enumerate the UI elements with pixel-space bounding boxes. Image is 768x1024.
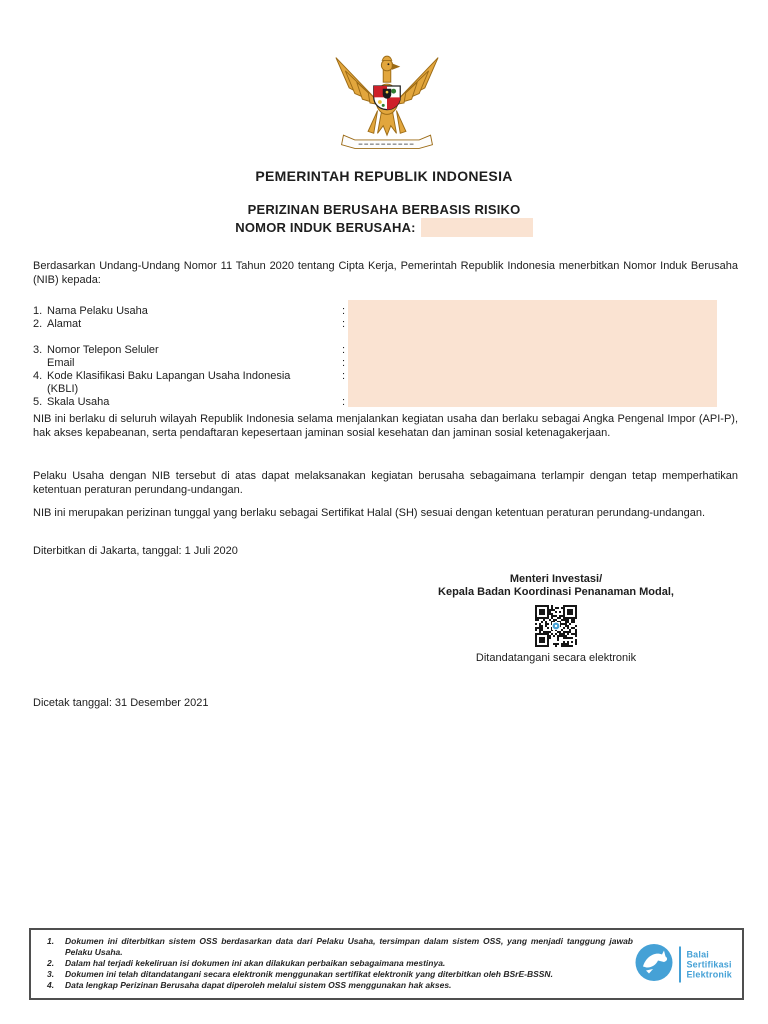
- footer-note-number: 3.: [47, 969, 55, 979]
- intro-paragraph: Berdasarkan Undang-Undang Nomor 11 Tahun 2020 tentang Cipta Kerja, Pemerintah Republik Indonesia menerbitkan Nomor Induk Berusaha (NIB) kepada:: [33, 260, 738, 286]
- field-colon: :: [342, 357, 346, 369]
- footer-note-text: Dokumen ini telah ditandatangani secara elektronik menggunakan sertifikat elektronik yang diterbitkan oleh BSrE-BSSN.: [65, 969, 553, 979]
- field-number: 4.: [33, 370, 43, 382]
- field-row-spacer: [33, 331, 738, 344]
- bsre-logo-line: Elektronik: [686, 969, 732, 979]
- field-row-kbli-cont: [33, 383, 738, 396]
- field-row-skala: [33, 396, 738, 409]
- footer-note: [41, 958, 633, 969]
- nib-number-redaction-box: [421, 218, 533, 237]
- field-row-alamat: [33, 318, 738, 331]
- electronic-signature-note: Ditandatangani secara elektronik: [475, 652, 637, 664]
- balai-sertifikasi-elektronik-logo: [634, 943, 732, 986]
- footer-notes: [41, 936, 633, 991]
- field-colon: :: [342, 396, 346, 408]
- footer-note: [41, 936, 633, 958]
- footer-note-number: 2.: [47, 958, 55, 968]
- field-number: 2.: [33, 318, 43, 330]
- field-row-nama: [33, 305, 738, 318]
- field-colon: :: [342, 305, 346, 317]
- field-colon: :: [342, 370, 346, 382]
- signature-block: [386, 573, 726, 665]
- field-colon: :: [342, 318, 346, 330]
- field-label: Nomor Telepon Seluler: [47, 344, 159, 356]
- validity-paragraph: NIB ini berlaku di seluruh wilayah Republik Indonesia selama menjalankan kegiatan usaha dan berlaku sebagai Angka Pengenal Impor (API-P), hak akses kepabeanan, serta pendaftaran kepesertaan jaminan sosial kesehatan dan jaminan sosial ketenagakerjaan.: [33, 413, 738, 439]
- field-number: [33, 357, 47, 370]
- field-number: [33, 383, 47, 396]
- nib-number-line: [0, 218, 768, 237]
- printed-date-line: Dicetak tanggal: 31 Desember 2021: [33, 697, 209, 709]
- license-title: PERIZINAN BERUSAHA BERBASIS RISIKO: [247, 202, 521, 217]
- nib-label: NOMOR INDUK BERUSAHA:: [235, 220, 416, 235]
- qr-code: [533, 603, 579, 649]
- field-row-telepon: [33, 344, 738, 357]
- bsre-logo-icon: [634, 943, 674, 986]
- document-title-block: [0, 201, 768, 237]
- obligation-paragraph: Pelaku Usaha dengan NIB tersebut di atas dapat melaksanakan kegiatan berusaha sebagaimana terlampir dengan tetap memperhatikan ketentuan peraturan perundang-undangan.: [33, 470, 738, 496]
- field-label: Alamat: [47, 318, 82, 330]
- bsre-logo-line: Balai: [686, 949, 709, 959]
- field-number: 3.: [33, 344, 43, 356]
- footer-note: [41, 969, 633, 980]
- field-label: Kode Klasifikasi Baku Lapangan Usaha Indonesia: [47, 370, 291, 382]
- field-number: 5.: [33, 396, 43, 408]
- field-label: Email: [47, 357, 75, 369]
- field-label: (KBLI): [47, 383, 79, 395]
- field-label: Nama Pelaku Usaha: [47, 305, 148, 317]
- footer-disclaimer-box: [29, 928, 744, 1000]
- field-number: [33, 331, 47, 344]
- bsre-logo-text: [686, 949, 732, 979]
- footer-note-number: 4.: [47, 980, 55, 990]
- field-label: Skala Usaha: [47, 396, 110, 408]
- field-row-email: [33, 357, 738, 370]
- footer-note-text: Dokumen ini diterbitkan sistem OSS berdasarkan data dari Pelaku Usaha, tersimpan dalam sistem OSS, yang menjadi tanggung jawab Pelaku Usaha.: [65, 936, 633, 957]
- business-data-fields: [33, 305, 738, 409]
- footer-note-number: 1.: [47, 936, 55, 946]
- issued-line: Diterbitkan di Jakarta, tanggal: 1 Juli 2020: [33, 545, 238, 557]
- halal-paragraph: NIB ini merupakan perizinan tunggal yang berlaku sebagai Sertifikat Halal (SH) sesuai dengan ketentuan peraturan perundang-undangan.: [33, 507, 706, 519]
- footer-note-text: Data lengkap Perizinan Berusaha dapat diperoleh melalui sistem OSS menggunakan hak akses.: [65, 980, 452, 990]
- field-row-kbli: [33, 370, 738, 383]
- bsre-logo-line: Sertifikasi: [686, 959, 732, 969]
- signer-title-line2: Kepala Badan Koordinasi Penanaman Modal,: [438, 586, 674, 598]
- signer-title-line1: Menteri Investasi/: [509, 573, 603, 585]
- field-colon: :: [342, 344, 346, 356]
- garuda-pancasila-emblem-icon: [330, 50, 444, 156]
- field-number: 1.: [33, 305, 43, 317]
- bsre-logo-divider: [679, 946, 681, 982]
- government-title: PEMERINTAH REPUBLIK INDONESIA: [255, 168, 513, 184]
- footer-note-text: Dalam hal terjadi kekeliruan isi dokumen ini akan dilakukan perbaikan sebagaimana mestinya.: [65, 958, 446, 968]
- footer-note: [41, 980, 633, 991]
